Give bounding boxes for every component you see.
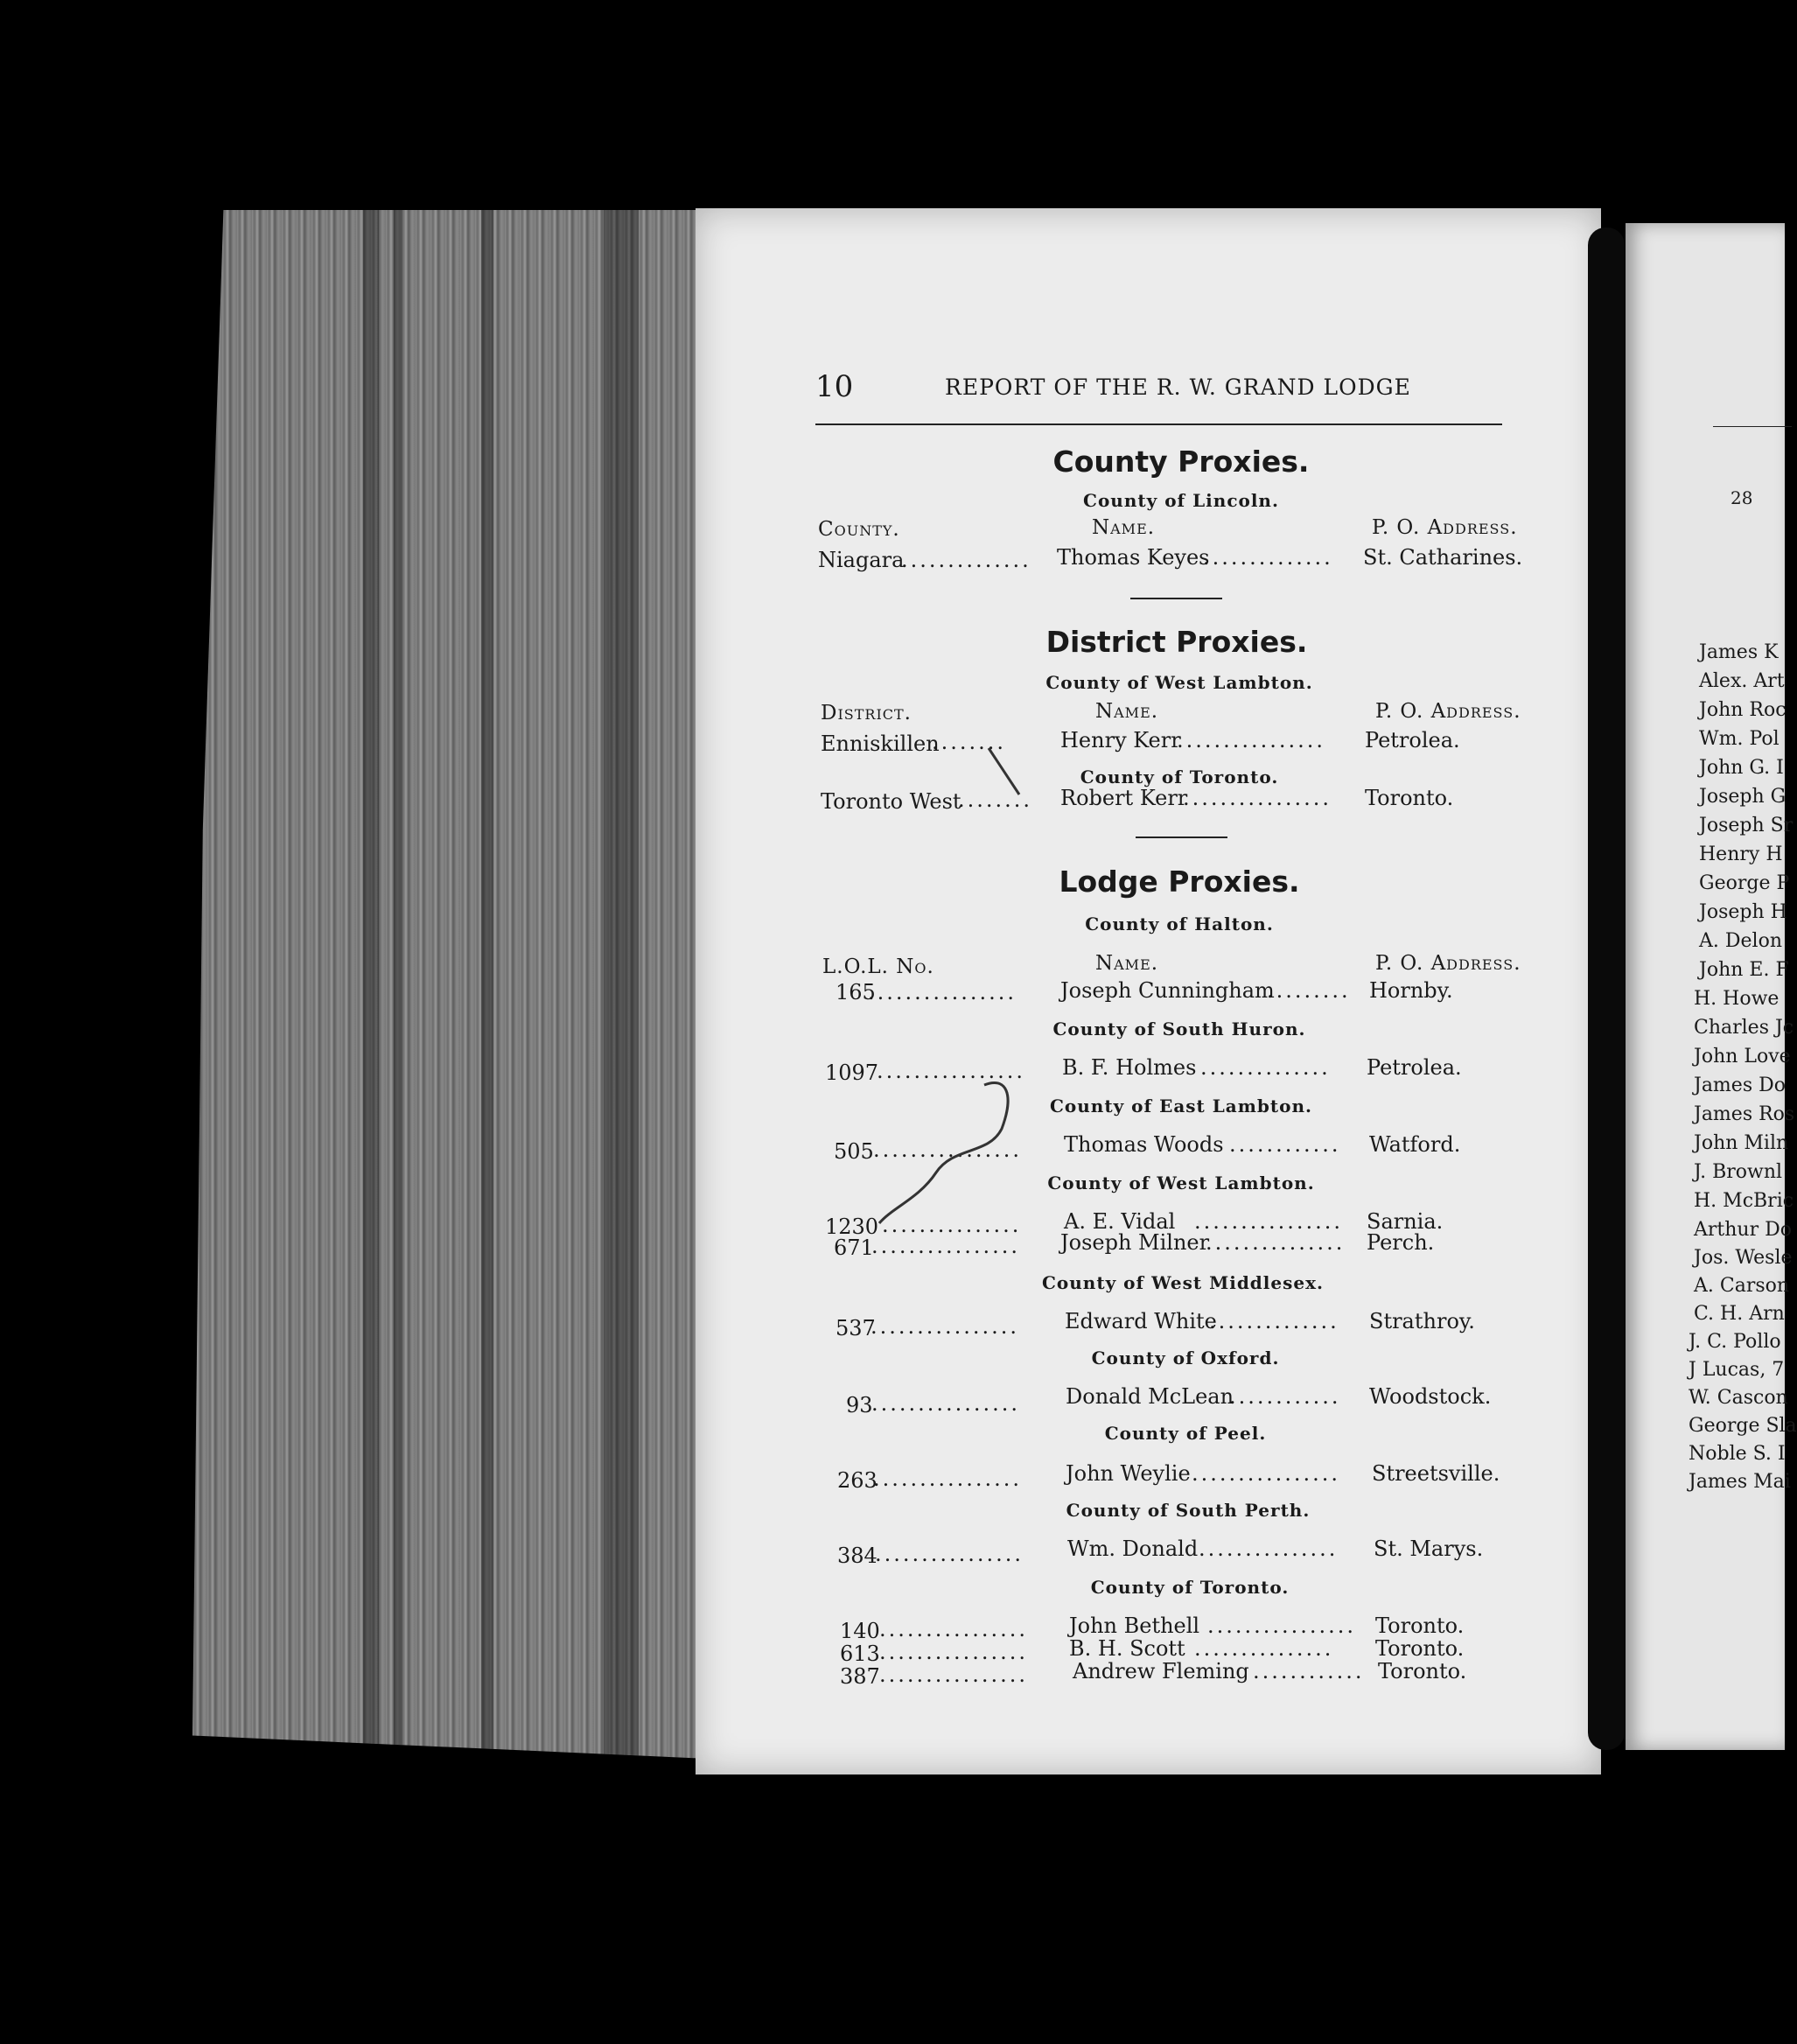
facing-page-number: 28 — [1731, 487, 1753, 508]
facing-page-line: John G. I — [1699, 757, 1784, 779]
row-key: 1230 — [825, 1214, 879, 1239]
row-name: Joseph Milner — [1060, 1230, 1210, 1255]
leader-dots: ............... — [1206, 1230, 1346, 1255]
lodge-group-heading: County of West Middlesex. — [1042, 1272, 1324, 1293]
leader-dots: .............. — [1209, 1309, 1339, 1334]
row-name: B. F. Holmes — [1062, 1055, 1197, 1080]
leader-dots: ................ — [871, 1234, 1021, 1258]
row-name: Robert Kerr — [1060, 786, 1188, 810]
row-name: Joseph Cunningham — [1060, 978, 1275, 1003]
facing-page-line: Noble S. I — [1689, 1443, 1786, 1465]
row-address: Sarnia. — [1367, 1209, 1444, 1234]
row-name: Edward White — [1065, 1309, 1217, 1334]
col-district: District. — [821, 702, 912, 724]
col-address: P. O. Address. — [1375, 952, 1521, 975]
facing-page-line: George P — [1699, 872, 1790, 894]
row-key: Niagara — [818, 548, 905, 572]
row-key: 263 — [837, 1468, 878, 1493]
district-proxies-heading: District Proxies. — [1045, 625, 1308, 659]
leader-dots: .............. — [1203, 545, 1333, 570]
leader-dots: .............. — [1200, 1055, 1331, 1080]
section-divider — [1130, 598, 1222, 599]
lodge-proxies-heading: Lodge Proxies. — [1059, 864, 1300, 899]
facing-page-line: Joseph Sr — [1699, 815, 1794, 836]
facing-page-line: J Lucas, 7 — [1689, 1359, 1785, 1381]
col-address: P. O. Address. — [1372, 516, 1518, 539]
facing-page-line: James Ros — [1694, 1103, 1795, 1125]
leader-dots: ................ — [877, 1059, 1026, 1083]
row-address: Streetsville. — [1372, 1461, 1500, 1486]
leader-dots: ............... — [1194, 1636, 1334, 1661]
district-group-heading: County of West Lambton. — [1045, 672, 1313, 693]
row-name: Andrew Fleming — [1073, 1659, 1249, 1684]
leader-dots: ................ — [879, 1662, 1029, 1687]
running-head-title: REPORT OF THE R. W. GRAND LODGE — [945, 374, 1411, 400]
row-key: 384 — [837, 1544, 878, 1568]
facing-page-line: A. Carson — [1694, 1275, 1790, 1297]
facing-page-line: Joseph H — [1699, 901, 1787, 923]
leader-dots: ............ — [1253, 1659, 1365, 1684]
section-divider — [1136, 836, 1227, 838]
facing-page-line: John Miln — [1694, 1132, 1789, 1154]
facing-page-line: John Love — [1694, 1046, 1791, 1068]
row-address: St. Marys. — [1374, 1536, 1484, 1561]
leader-dots: ........ — [932, 730, 1007, 754]
facing-page-line: James Mai — [1689, 1471, 1791, 1493]
row-name: B. H. Scott — [1069, 1636, 1185, 1661]
row-address: Petrolea. — [1367, 1055, 1462, 1080]
lodge-group-heading: County of Peel. — [1104, 1423, 1267, 1444]
district-group-heading: County of Toronto. — [1080, 766, 1279, 788]
row-name: Donald McLean — [1066, 1384, 1234, 1409]
leader-dots: ............... — [882, 1213, 1022, 1237]
row-address: Toronto. — [1365, 786, 1454, 810]
leader-dots: ......... — [1267, 978, 1351, 1003]
leader-dots: ................ — [879, 1640, 1029, 1664]
facing-page-line: John E. F — [1699, 959, 1789, 981]
leader-dots: ................ — [879, 1617, 1029, 1642]
leader-dots: .............. — [901, 548, 1031, 572]
row-name: John Weylie — [1066, 1461, 1191, 1486]
lodge-group-heading: County of Oxford. — [1091, 1348, 1280, 1368]
row-address: Toronto. — [1375, 1636, 1465, 1661]
row-name: John Bethell — [1069, 1614, 1200, 1638]
row-key: 165 — [836, 980, 876, 1004]
row-name: Henry Kerr — [1060, 728, 1181, 752]
row-key: 613 — [840, 1642, 880, 1666]
row-key: 537 — [836, 1316, 876, 1340]
facing-page-line: J. Brownl — [1694, 1161, 1783, 1183]
row-key: 387 — [840, 1664, 880, 1689]
leader-dots: ................ — [1207, 1614, 1357, 1638]
book-page-edges — [192, 210, 709, 1759]
leader-dots: ................ — [873, 1138, 1023, 1162]
facing-page-line: C. H. Arn — [1694, 1303, 1785, 1325]
pencil-mark — [875, 980, 1050, 1242]
facing-page-line: James Do — [1694, 1074, 1786, 1096]
row-name: Thomas Woods — [1064, 1132, 1224, 1157]
lodge-group-heading: County of South Perth. — [1066, 1500, 1311, 1521]
facing-page-line: Charles Jc — [1694, 1017, 1794, 1039]
row-name: A. E. Vidal — [1064, 1209, 1176, 1234]
leader-dots: ................ — [1183, 786, 1332, 810]
county-proxies-heading: County Proxies. — [1052, 444, 1310, 479]
leader-dots: ................ — [871, 1314, 1020, 1339]
facing-page-line: H. McBric — [1694, 1190, 1794, 1212]
header-rule — [815, 424, 1502, 425]
facing-page-line: Henry H — [1699, 844, 1783, 865]
page-number: 10 — [815, 369, 854, 404]
leader-dots: ................ — [1177, 728, 1326, 752]
row-address: Perch. — [1367, 1230, 1435, 1255]
row-address: Watford. — [1369, 1132, 1461, 1157]
facing-page-line: J. C. Pollo — [1689, 1331, 1781, 1353]
facing-page-line: W. Cascon — [1689, 1387, 1788, 1409]
col-address: P. O. Address. — [1375, 700, 1521, 723]
col-name: Name. — [1095, 952, 1159, 975]
pencil-mark — [980, 744, 1032, 805]
col-lol-no: L.O.L. No. — [822, 956, 934, 978]
lodge-group-heading: County of Halton. — [1085, 914, 1274, 934]
facing-header-rule — [1713, 426, 1792, 427]
row-key: 93 — [846, 1393, 873, 1418]
leader-dots: ............ — [1229, 1132, 1341, 1157]
facing-page-line: Arthur Do — [1694, 1219, 1792, 1241]
lodge-group-heading: County of Toronto. — [1090, 1577, 1290, 1598]
facing-page-line: Wm. Pol — [1699, 728, 1780, 750]
book-gutter — [1588, 228, 1625, 1750]
facing-page-line: Jos. Wesle — [1694, 1247, 1793, 1269]
col-name: Name. — [1095, 700, 1159, 723]
leader-dots: ................ — [871, 1391, 1021, 1416]
leader-dots: ................ — [1192, 1461, 1341, 1486]
leader-dots: ........ — [958, 788, 1033, 812]
facing-page-line: Alex. Art — [1699, 670, 1785, 692]
facing-page-line: John Roc — [1699, 699, 1787, 721]
leader-dots: ................ — [873, 1466, 1023, 1491]
row-name: Wm. Donald — [1067, 1536, 1199, 1561]
row-address: Toronto. — [1378, 1659, 1467, 1684]
lodge-group-heading: County of South Huron. — [1052, 1018, 1306, 1040]
row-name: Thomas Keyes — [1057, 545, 1210, 570]
county-subheading: County of Lincoln. — [1083, 490, 1279, 511]
leader-dots: ................ — [868, 980, 1017, 1004]
facing-page-line: George Sla — [1689, 1415, 1797, 1437]
facing-page-line: Joseph G — [1699, 786, 1787, 808]
leader-dots: ............... — [1199, 1536, 1339, 1561]
facing-page — [1626, 223, 1797, 1750]
row-address: Strathroy. — [1369, 1309, 1475, 1334]
row-key: Enniskillen — [821, 732, 940, 756]
leader-dots: ................ — [875, 1542, 1024, 1566]
facing-page-line: A. Delon — [1699, 930, 1782, 952]
row-key: 1097 — [825, 1060, 879, 1085]
lodge-group-heading: County of East Lambton. — [1050, 1096, 1312, 1116]
facing-page-line: James K — [1699, 641, 1779, 663]
row-address: Woodstock. — [1369, 1384, 1492, 1409]
row-address: Toronto. — [1375, 1614, 1465, 1638]
row-address: St. Catharines. — [1363, 545, 1523, 570]
leader-dots: ............ — [1229, 1384, 1341, 1409]
leader-dots: ................ — [1194, 1209, 1344, 1234]
row-key: 671 — [834, 1236, 874, 1260]
lodge-group-heading: County of West Lambton. — [1047, 1172, 1315, 1194]
facing-page-line: H. Howe — [1694, 988, 1780, 1010]
row-address: Petrolea. — [1365, 728, 1460, 752]
col-name: Name. — [1092, 516, 1156, 539]
row-key: Toronto West — [821, 789, 961, 814]
row-address: Hornby. — [1369, 978, 1453, 1003]
row-key: 140 — [840, 1619, 880, 1643]
col-county: County. — [818, 518, 900, 541]
row-key: 505 — [834, 1139, 874, 1164]
